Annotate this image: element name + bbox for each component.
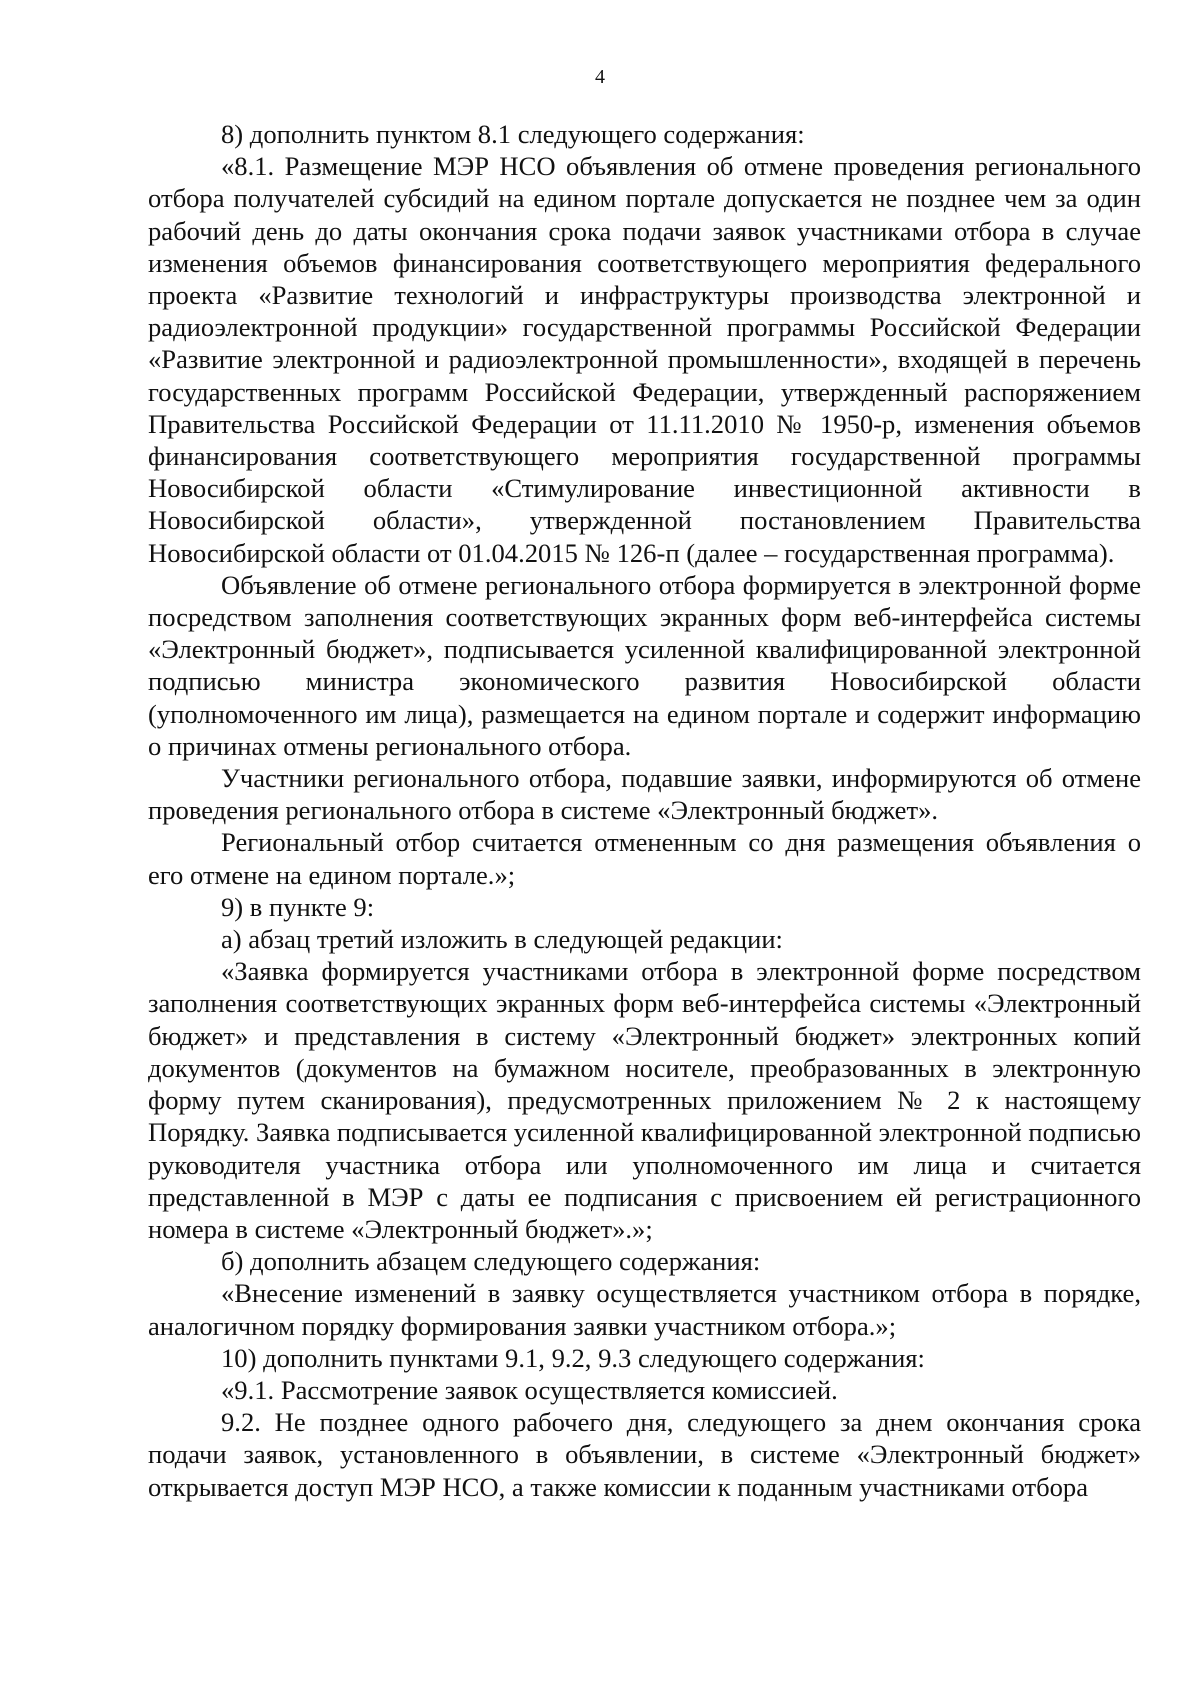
paragraph-item-8: 8) дополнить пунктом 8.1 следующего содержания: bbox=[221, 119, 805, 149]
paragraph-cancellation-announcement: Объявление об отмене регионального отбора формируется в электронной форме посредством заполнения соответствующих экранных форм веб-интерфейса системы «Электронный бюджет», подписывается усиленной квалифицированной электронной подписью министра экономического развития Новосибирской области (уполномоченного им лица), размещается на едином портале и содержит информацию о причинах отмены регионального отбора. bbox=[148, 569, 1141, 761]
paragraph-subitem-a: а) абзац третий изложить в следующей редакции: bbox=[221, 924, 783, 955]
paragraph-application-formation: «Заявка формируется участниками отбора в электронной форме посредством заполнения соответствующих экранных форм веб-интерфейса системы «Электронный бюджет» и представления в систему «Электронный бюджет» электронных копий документов (документов на бумажном носителе, преобразованных в электронную форму путем сканирования), предусмотренных приложением № 2 к настоящему Порядку. Заявка подписывается усиленной квалифицированной электронной подписью руководителя участника отбора или уполномоченного им лица и считается представленной в МЭР с даты ее подписания с присвоением ей регистрационного номера в системе «Электронный бюджет».»; bbox=[148, 956, 1141, 1244]
paragraph-application-changes: «Внесение изменений в заявку осуществляется участником отбора в порядке, аналогичном порядку формирования заявки участником отбора.»; bbox=[148, 1278, 1141, 1341]
paragraph-clause-8-1: «8.1. Размещение МЭР НСО объявления об отмене проведения регионального отбора получателей субсидий на едином портале допускается не позднее чем за один рабочий день до даты окончания срока подачи заявок участниками отбора в случае изменения объемов финансирования соответствующего мероприятия федерального проекта «Развитие технологий и инфраструктуры производства электронной и радиоэлектронной продукции» государственной программы Российской Федерации «Развитие электронной и радиоэлектронной промышленности», входящей в перечень государственных программ Российской Федерации, утвержденный распоряжением Правительства Российской Федерации от 11.11.2010 № 1950-р, изменения объемов финансирования соответствующего мероприятия государственной программы Новосибирской области «Стимулирование инвестиционной активности в Новосибирской области», утвержденной постановлением Правительства Новосибирской области от 01.04.2015 № 126-п (далее – государственная программа). bbox=[148, 151, 1141, 568]
paragraph-subitem-b: б) дополнить абзацем следующего содержания: bbox=[221, 1246, 761, 1277]
paragraph-participants-informed: Участники регионального отбора, подавшие заявки, информируются об отмене проведения регионального отбора в системе «Электронный бюджет». bbox=[148, 763, 1141, 826]
paragraph-item-10: 10) дополнить пунктами 9.1, 9.2, 9.3 следующего содержания: bbox=[221, 1342, 925, 1373]
paragraph-clause-9-1: «9.1. Рассмотрение заявок осуществляется комиссией. bbox=[221, 1374, 838, 1405]
document-body bbox=[148, 118, 1141, 1503]
paragraph-clause-9-2: 9.2. Не позднее одного рабочего дня, следующего за днем окончания срока подачи заявок, установленного в объявлении, в системе «Электронный бюджет» открывается доступ МЭР НСО, а также комиссии к поданным участниками отбора bbox=[148, 1407, 1141, 1502]
paragraph-selection-cancelled: Региональный отбор считается отмененным со дня размещения объявления о его отмене на едином портале.»; bbox=[148, 827, 1141, 890]
page-number: 4 bbox=[595, 66, 605, 88]
paragraph-item-9: 9) в пункте 9: bbox=[221, 891, 375, 922]
